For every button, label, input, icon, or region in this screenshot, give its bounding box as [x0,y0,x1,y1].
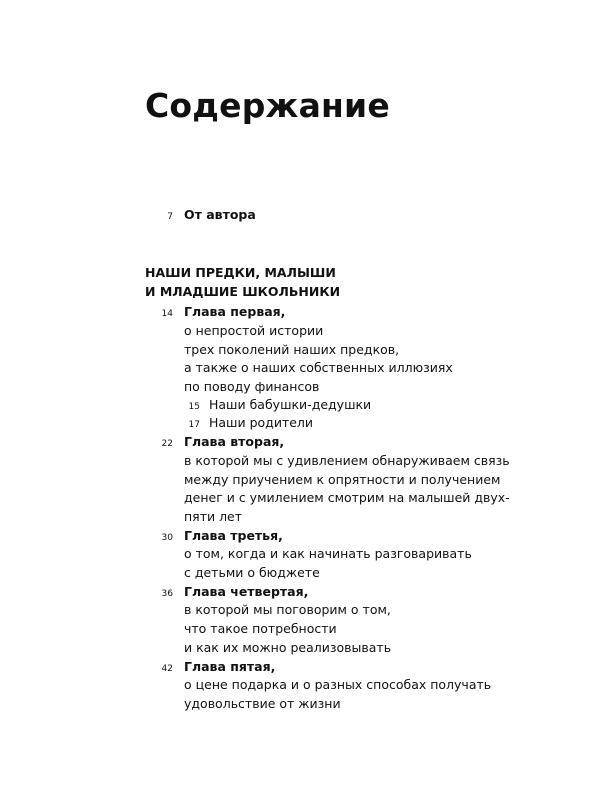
toc-chapter-description-line: по поводу финансов [184,379,320,394]
part-title-line: И МЛАДШИЕ ШКОЛЬНИКИ [145,284,341,299]
toc-chapter-description-line: между приучением к опрятности и получением [184,472,501,487]
toc-page-number: 17 [188,420,200,430]
toc-chapter-description-line: о непростой истории [184,323,324,338]
toc-chapter-title[interactable]: Глава третья, [184,528,283,543]
toc-subsection-title[interactable]: Наши бабушки-дедушки [209,397,372,412]
toc-chapter-title[interactable]: Глава пятая, [184,659,276,674]
toc-chapter-description-line: денег и с умилением смотрим на малышей двух- [184,490,510,505]
toc-chapter-description-line: и как их можно реализовывать [184,640,392,655]
toc-subsection-title[interactable]: Наши родители [209,415,314,430]
toc-page-number: 14 [161,309,173,319]
toc-chapter-description-line: трех поколений наших предков, [184,342,400,357]
toc-page-number: 30 [161,533,173,543]
toc-chapter-title[interactable]: Глава четвертая, [184,584,309,599]
toc-chapter-description-line: о том, когда и как начинать разговаривать [184,546,472,561]
toc-page-number: 7 [167,212,173,222]
toc-page-number: 15 [188,402,200,412]
toc-chapter-title[interactable]: Глава вторая, [184,434,285,449]
toc-chapter-description-line: что такое потребности [184,621,337,636]
toc-chapter-description-line: с детьми о бюджете [184,565,320,580]
toc-chapter-description-line: пяти лет [184,509,243,524]
toc-chapter-description-line: в которой мы с удивлением обнаруживаем связь [184,453,510,468]
toc-chapter-description-line: а также о наших собственных иллюзиях [184,360,453,375]
part-title-line: НАШИ ПРЕДКИ, МАЛЫШИ [145,265,336,280]
toc-entry-author[interactable]: От автора [184,207,256,222]
page-title: Содержание [145,86,390,126]
toc-page-number: 22 [161,439,173,449]
toc-page-number: 36 [161,589,173,599]
toc-chapter-description-line: о цене подарка и о разных способах получать [184,677,492,692]
toc-chapter-description-line: в которой мы поговорим о том, [184,602,391,617]
toc-page-number: 42 [161,664,173,674]
toc-chapter-description-line: удовольствие от жизни [184,696,341,711]
toc-chapter-title[interactable]: Глава первая, [184,304,286,319]
